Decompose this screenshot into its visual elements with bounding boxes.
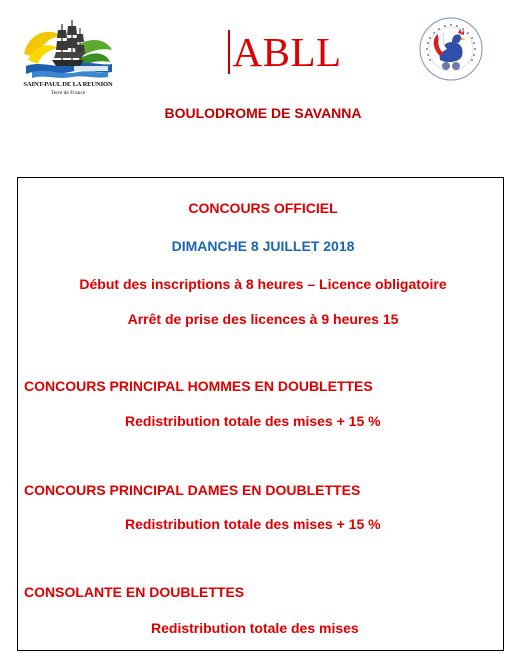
competition-name: CONCOURS PRINCIPAL DAMES EN DOUBLETTES [24,482,361,498]
club-name-text: ABLL [232,29,342,75]
competition-name: CONSOLANTE EN DOUBLETTES [24,584,245,600]
competition-prize: Redistribution totale des mises [151,620,359,636]
saint-paul-logo [18,14,118,96]
text-cursor-bar [228,30,230,74]
notice-title: CONCOURS OFFICIEL [188,200,338,216]
saint-paul-ship-logo-icon [18,14,118,80]
logo-caption-sub: Terre de France [50,90,86,96]
logo-caption-main: SAINT-PAUL DE LA REUNION [23,81,113,88]
competition-prize: Redistribution totale des mises + 15 % [125,413,381,429]
license-deadline: Arrêt de prise des licences à 9 heures 15 [127,311,399,327]
registration-info: Début des inscriptions à 8 heures – Licence obligatoire [79,276,447,292]
venue-title: BOULODROME DE SAVANNA [164,105,362,121]
club-name [228,30,342,74]
competition-prize: Redistribution totale des mises + 15 % [125,516,381,532]
event-date: DIMANCHE 8 JUILLET 2018 [171,238,355,254]
competition-name: CONCOURS PRINCIPAL HOMMES EN DOUBLETTES [24,378,373,394]
federation-logo [418,16,484,82]
petanque-federation-rooster-logo-icon [418,16,484,82]
